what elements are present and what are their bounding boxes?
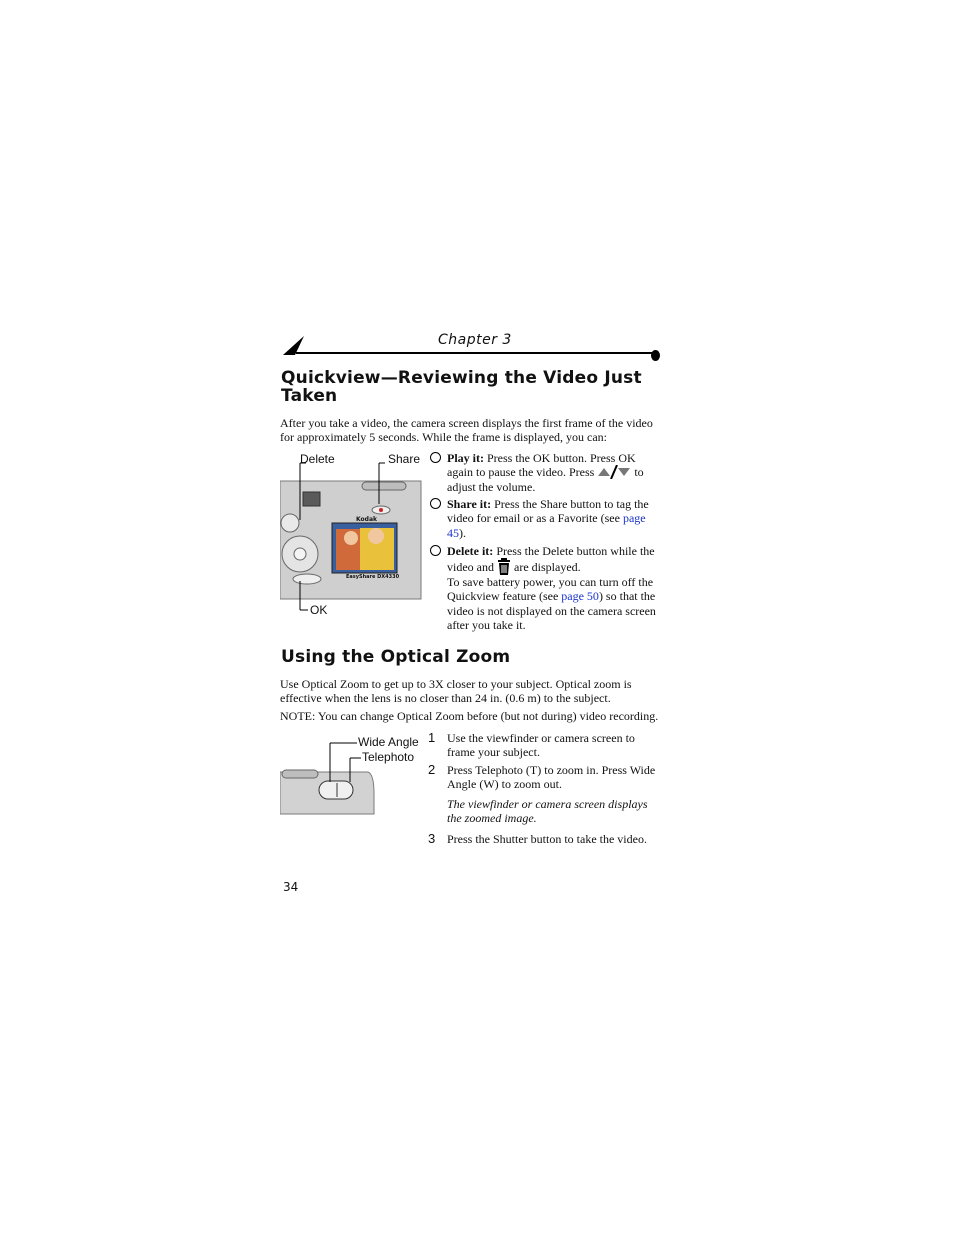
label-wide-angle: Wide Angle (358, 735, 419, 749)
chapter-header (282, 330, 662, 362)
step-number: 2 (428, 762, 436, 777)
chapter-label: Chapter 3 (438, 332, 512, 348)
step-text: Press Telephoto (T) to zoom in. Press Wide Angle (W) to zoom out. (447, 763, 656, 792)
zoom-lever-diagram (280, 734, 425, 816)
quickview-intro: After you take a video, the camera screen displays the first frame of the video for approximately 5 seconds. While the frame is displayed, you can: (280, 416, 653, 445)
step-result: The viewfinder or camera screen displays the zoomed image. (447, 797, 648, 826)
label-ok: OK (310, 603, 328, 617)
trash-icon (497, 558, 511, 575)
chapter-rule (296, 352, 656, 354)
quickview-battery-note: To save battery power, you can turn off the Quickview feature (see page 50) so that the video is not displayed on the camera screen after you take it. (447, 575, 656, 633)
up-down-arrows-icon (597, 465, 631, 479)
camera-model: EasyShare DX4330 (346, 574, 400, 580)
bullet-circle-icon (430, 545, 441, 556)
link-page-45[interactable]: page 45 (447, 511, 646, 540)
step-number: 3 (428, 831, 436, 846)
chapter-rule-end-dot (651, 350, 660, 361)
optical-zoom-note: NOTE: You can change Optical Zoom before (but not during) video recording. (280, 709, 659, 723)
link-page-50[interactable]: page 50 (561, 589, 599, 604)
zoom-lever-illustration (280, 734, 425, 816)
optical-zoom-intro: Use Optical Zoom to get up to 3X closer to your subject. Optical zoom is effective when the lens is no closer than 24 in. (0.6 m) to the subject. (280, 677, 632, 706)
label-telephoto: Telephoto (362, 750, 415, 764)
section-title-optical-zoom: Using the Optical Zoom (281, 647, 511, 667)
label-share: Share (388, 452, 421, 466)
bullet-circle-icon (430, 498, 441, 509)
bullet-circle-icon (430, 452, 441, 463)
section-title-quickview: Quickview—Reviewing the Video Just Taken (281, 368, 642, 406)
step-text: Press the Shutter button to take the video. (447, 832, 647, 846)
label-delete: Delete (300, 452, 335, 466)
page-number: 34 (283, 880, 299, 894)
camera-back-diagram (280, 452, 424, 618)
camera-brand: Kodak (356, 516, 377, 523)
step-text: Use the viewfinder or camera screen to frame your subject. (447, 731, 635, 760)
camera-back-illustration (280, 452, 424, 618)
step-number: 1 (428, 730, 436, 745)
